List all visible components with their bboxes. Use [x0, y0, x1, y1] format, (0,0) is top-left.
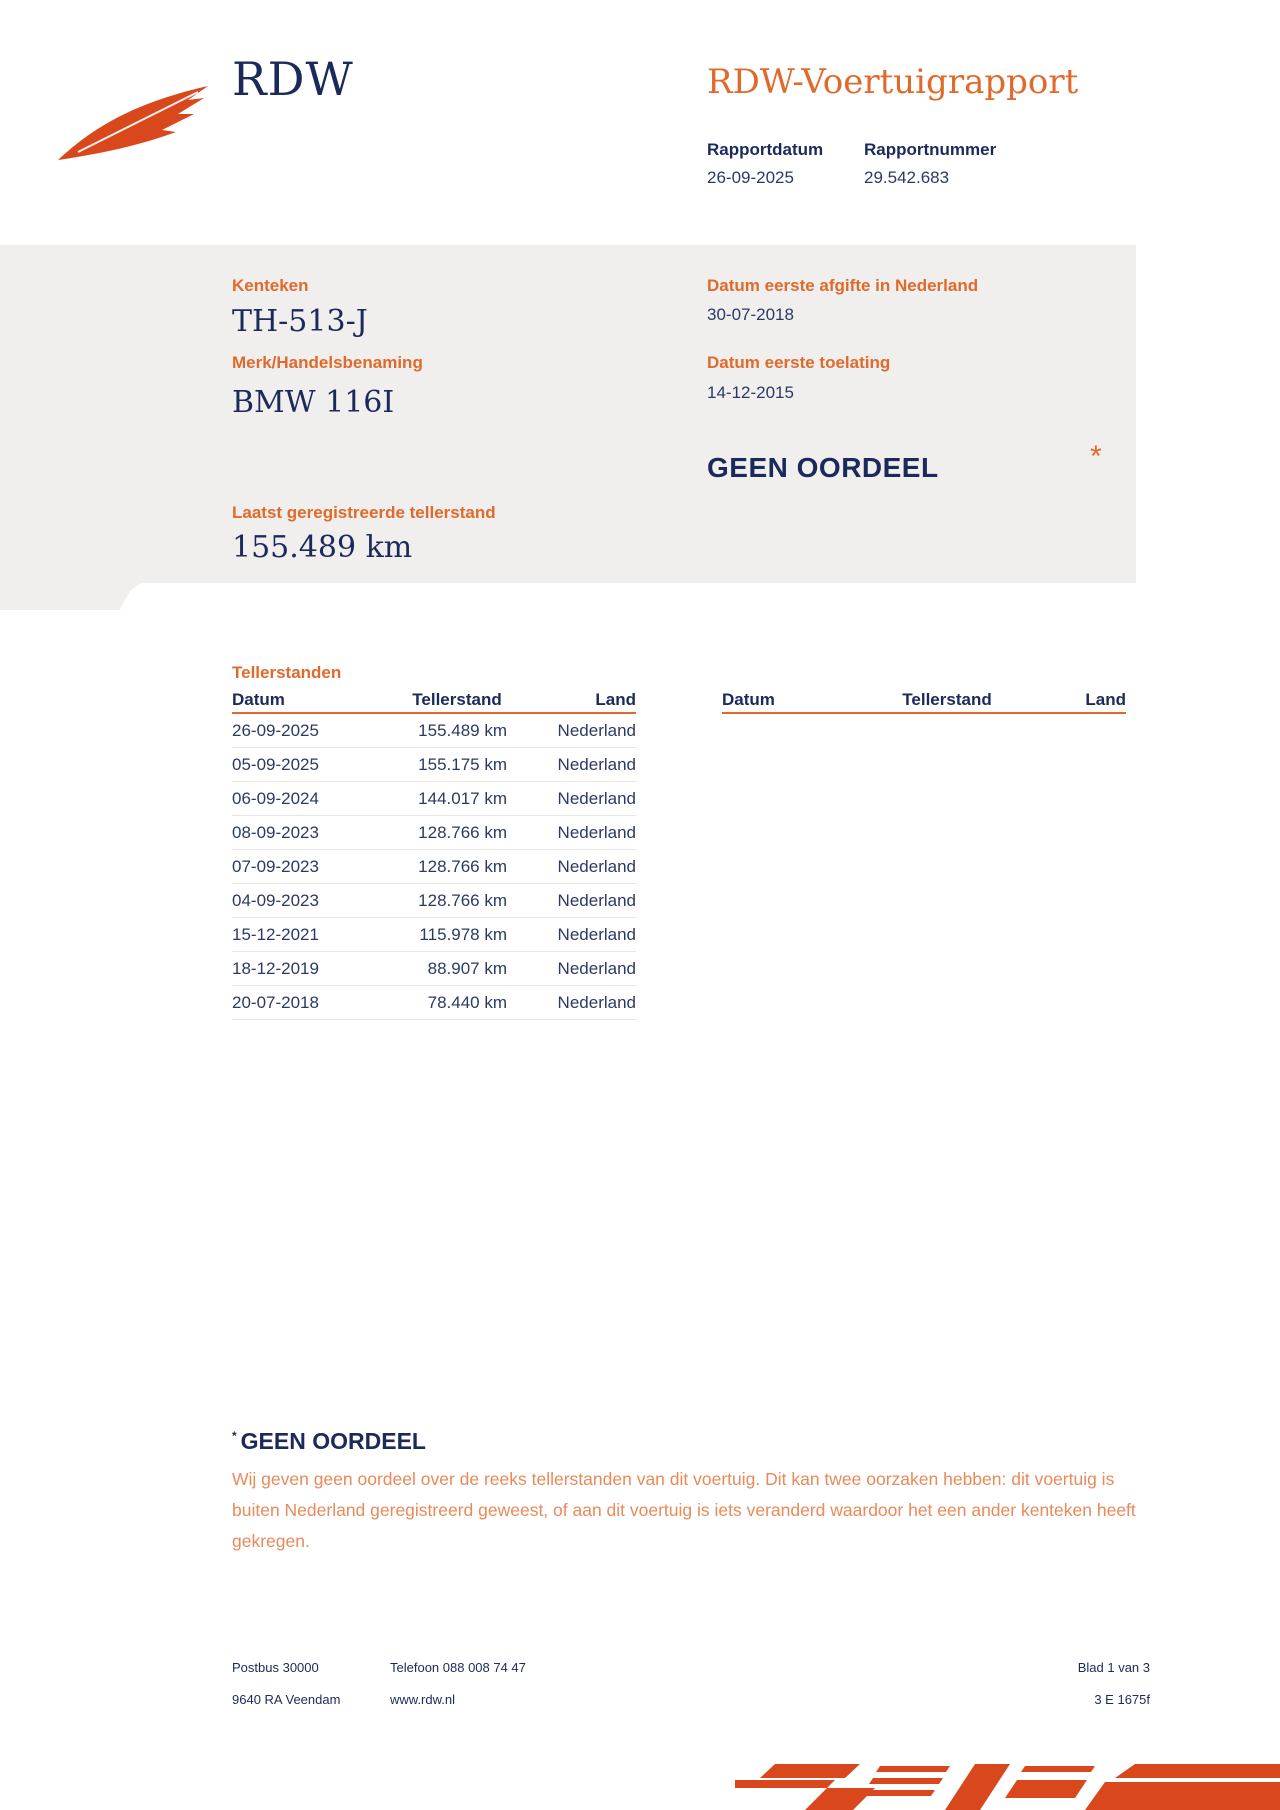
cell-date: 26-09-2025	[232, 721, 319, 740]
last-odometer-label: Laatst geregistreerde tellerstand	[232, 503, 496, 522]
table-header-row	[232, 690, 636, 714]
table-row	[232, 986, 636, 1020]
footnote-marker: *	[232, 1429, 237, 1444]
cell-country: Nederland	[557, 925, 636, 944]
cell-country: Nederland	[557, 789, 636, 808]
cell-reading: 128.766 km	[418, 891, 507, 910]
cell-date: 06-09-2024	[232, 789, 319, 808]
footer-page-number: Blad 1 van 3	[1077, 1660, 1150, 1675]
cell-date: 08-09-2023	[232, 823, 319, 842]
odometer-verdict: GEEN OORDEEL	[707, 452, 939, 483]
odometer-table-left	[232, 690, 636, 1020]
kenteken-value: TH-513-J	[232, 304, 368, 339]
cell-country: Nederland	[557, 823, 636, 842]
table-row	[232, 748, 636, 782]
table-row	[232, 782, 636, 816]
cell-date: 05-09-2025	[232, 755, 319, 774]
column-header-reading: Tellerstand	[412, 690, 502, 709]
merk-value: BMW 116I	[232, 385, 395, 420]
column-header-date: Datum	[722, 690, 775, 709]
footer-postbus: Postbus 30000	[232, 1660, 319, 1675]
kenteken-label: Kenteken	[232, 276, 309, 295]
feather-icon	[58, 82, 210, 162]
first-admission-value: 14-12-2015	[707, 383, 794, 402]
table-row	[232, 816, 636, 850]
report-number-value: 29.542.683	[864, 168, 950, 187]
brand-name: RDW	[232, 52, 354, 106]
cell-reading: 128.766 km	[418, 823, 507, 842]
table-row	[232, 952, 636, 986]
last-odometer-value: 155.489 km	[232, 530, 413, 565]
odometer-table-heading: Tellerstanden	[232, 663, 342, 682]
cell-reading: 144.017 km	[418, 789, 507, 808]
cell-country: Nederland	[557, 857, 636, 876]
table-row	[232, 884, 636, 918]
first-admission-label: Datum eerste toelating	[707, 353, 891, 372]
report-title: RDW-Voertuigrapport	[707, 62, 1079, 102]
footnote-title-text: GEEN OORDEEL	[240, 1428, 426, 1454]
cell-date: 18-12-2019	[232, 959, 319, 978]
cell-reading: 78.440 km	[427, 993, 507, 1012]
odometer-table-right	[722, 690, 1126, 714]
column-header-date: Datum	[232, 690, 285, 709]
footer-city: 9640 RA Veendam	[232, 1692, 341, 1707]
cell-country: Nederland	[557, 891, 636, 910]
panel-notch-shape	[0, 582, 150, 610]
table-row	[232, 714, 636, 748]
odometer-rows	[232, 714, 636, 1020]
footnote-text: Wij geven geen oordeel over de reeks tellerstanden van dit voertuig. Dit kan twee oorzaken hebben: dit voertuig is buiten Nederland geregistreerd geweest, of aan dit voertuig is iets veranderd waardoor het een ander kenteken heeft gekregen.	[232, 1469, 1136, 1551]
first-issue-nl-value: 30-07-2018	[707, 305, 794, 324]
cell-country: Nederland	[557, 993, 636, 1012]
cell-date: 04-09-2023	[232, 891, 319, 910]
cell-date: 07-09-2023	[232, 857, 319, 876]
table-row	[232, 850, 636, 884]
footnote-title	[232, 1428, 426, 1455]
cell-reading: 155.489 km	[418, 721, 507, 740]
column-header-reading: Tellerstand	[902, 690, 992, 709]
cell-reading: 155.175 km	[418, 755, 507, 774]
column-header-country: Land	[1085, 690, 1126, 709]
cell-country: Nederland	[557, 959, 636, 978]
cell-reading: 128.766 km	[418, 857, 507, 876]
cell-reading: 88.907 km	[427, 959, 507, 978]
footer-website: www.rdw.nl	[390, 1692, 456, 1707]
cell-country: Nederland	[557, 721, 636, 740]
first-issue-nl-label: Datum eerste afgifte in Nederland	[707, 276, 979, 295]
report-number-label: Rapportnummer	[864, 140, 997, 159]
cell-date: 15-12-2021	[232, 925, 319, 944]
report-date-label: Rapportdatum	[707, 140, 824, 159]
cell-country: Nederland	[557, 755, 636, 774]
verdict-footnote-marker: *	[1090, 440, 1102, 473]
table-header-row	[722, 690, 1126, 714]
report-date-value: 26-09-2025	[707, 168, 794, 187]
footer-phone: Telefoon 088 008 74 47	[390, 1660, 526, 1675]
cell-reading: 115.978 km	[419, 925, 507, 944]
cell-date: 20-07-2018	[232, 993, 319, 1012]
decorative-stripes-icon	[735, 1758, 1280, 1810]
merk-label: Merk/Handelsbenaming	[232, 353, 423, 372]
column-header-country: Land	[595, 690, 636, 709]
footer-document-code: 3 E 1675f	[1094, 1692, 1150, 1707]
table-row	[232, 918, 636, 952]
